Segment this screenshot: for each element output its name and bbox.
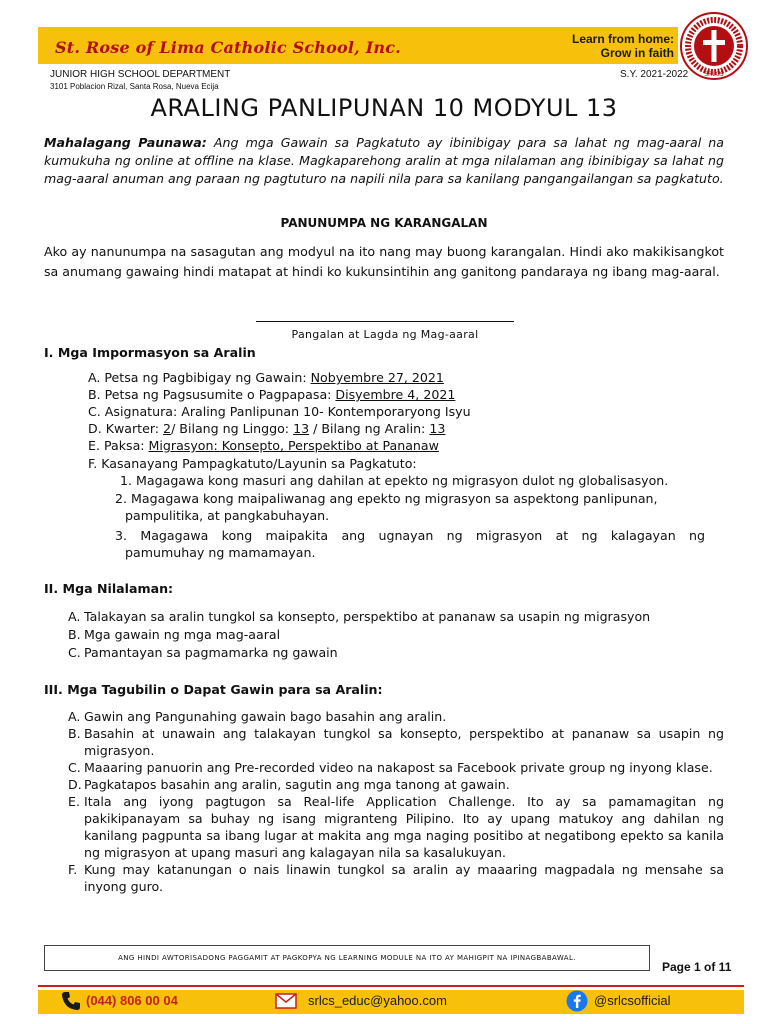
objective-3a: 3. Magagawa kong maipakita ang ugnayan ng migrasyon at ng kalagayan ng [115,528,705,543]
list-item [44,759,724,776]
info-d [88,420,445,437]
info-a-value: Nobyembre 27, 2021 [310,370,444,385]
list-marker: C. [68,760,81,775]
list-item [44,793,724,861]
info-f: F. Kasanayang Pampagkatuto/Layunin sa Pagkatuto: [88,456,417,471]
copyright-notice: ANG HINDI AWTORISADONG PAGGAMIT AT PAGKOPYA NG LEARNING MODULE NA ITO AY MAHIGPIT NA IPINAGBABAWAL. [44,945,650,971]
info-c: C. Asignatura: Araling Panlipunan 10- Kontemporaryong Isyu [88,404,471,419]
list-marker: D. [68,777,82,792]
list-marker: B. [68,726,81,741]
slogan-line-2: Grow in faith [600,46,674,60]
info-a [88,369,444,386]
info-d-week: 13 [293,421,310,436]
address: 3101 Poblacion Rizal, Santa Rosa, Nueva Ecija [50,82,219,91]
school-name: St. Rose of Lima Catholic School, Inc. [55,38,401,57]
section-3-heading: III. Mga Tagubilin o Dapat Gawin para sa Aralin: [44,682,383,697]
list-text: Pagkatapos basahin ang aralin, sagutin ang mga tanong at gawain. [84,777,510,792]
section-2-heading: II. Mga Nilalaman: [44,581,174,596]
page-title: ARALING PANLIPUNAN 10 MODYUL 13 [150,94,618,122]
contents-list [44,608,724,662]
list-text: Maaaring panuorin ang Pre-recorded video na nakapost sa Facebook private group ng inyong klase. [84,760,713,775]
oath-heading: PANUNUMPA NG KARANGALAN [280,216,488,230]
notice-lead: Mahalagang Paunawa: [44,135,207,150]
list-marker: F. [68,862,78,877]
list-item [44,725,724,759]
info-e [88,437,439,454]
facebook-icon [566,990,588,1012]
footer-divider [38,985,744,987]
list-text: Basahin at unawain ang talakayan tungkol sa konsepto, perspektibo at pananaw sa usapin ng migrasyon. [84,726,724,758]
list-item [44,608,724,626]
signature-line[interactable] [256,321,514,322]
page-number: Page 1 of 11 [662,960,732,974]
list-text: Mga gawain ng mga mag-aaral [84,627,281,642]
department: JUNIOR HIGH SCHOOL DEPARTMENT [50,69,231,80]
objective-2b: pampulitika, at pangkabuhayan. [125,508,330,523]
info-e-value: Migrasyon: Konsepto, Perspektibo at Pananaw [148,438,439,453]
info-d-label-1: D. Kwarter: [88,421,164,436]
notice-text: Ang mga Gawain sa Pagkatuto ay ibinibigay para sa lahat ng mag-aaral na kumukuha ng online at offline na klase. Magkaparehong aralin at mga nilalaman ang ibinibigay sa lahat ng mag-aaral anuman ang paraan ng pagtuturo na napili nila para sa kanilang pangangailangan sa pagkatuto. [44,135,725,186]
list-text: Gawin ang Pangunahing gawain bago basahin ang aralin. [84,709,447,724]
list-text: Pamantayan sa pagmamarka ng gawain [84,645,338,660]
objective-3b: pamumuhay ng mamamayan. [125,545,316,560]
info-d-label-2: / Bilang ng Linggo: [171,421,294,436]
section-1-heading: I. Mga Impormasyon sa Aralin [44,345,256,360]
info-d-quarter: 2 [163,421,172,436]
phone-icon [60,990,82,1012]
objective-1: 1. Magagawa kong masuri ang dahilan at epekto ng migrasyon dulot ng globalisasyon. [120,473,669,488]
phone-number[interactable]: (044) 806 00 04 [86,993,178,1008]
oath-text: Ako ay nanunumpa na sasagutan ang modyul na ito nang may buong karangalan. Hindi ako makikisangkot sa anumang gawaing hindi matapat at hindi ko kukunsintihin ang ganitong pandaraya ng ibang mag-aaral. [44,244,724,279]
slogan-line-1: Learn from home: [571,32,674,46]
list-item [44,708,724,725]
list-item [44,644,724,662]
email-address[interactable]: srlcs_educ@yahoo.com [308,993,447,1008]
list-marker: A. [68,709,81,724]
objective-2a: 2. Magagawa kong maipaliwanag ang epekto ng migrasyon sa aspektong panlipunan, [115,491,658,506]
social-handle[interactable]: @srlcsofficial [594,993,671,1008]
info-b [88,386,455,403]
info-d-label-3: / Bilang ng Aralin: [309,421,430,436]
list-marker: C. [68,645,81,660]
list-marker: B. [68,627,81,642]
list-text: Itala ang iyong pagtugon sa Real-life Application Challenge. Ito ay sa pamamagitan ng pakikipanayam sa buhay ng isang migranteng Pilipino. Ito ay upang matukoy ang dahilan ng kanilang pagpunta sa ibang lugar at makita ang mga naging positibo at negatibong epekto sa kanila ng migrasyon at upang masuri ang kalagayan nila sa kasalukuyan. [84,794,724,860]
info-d-lesson: 13 [429,421,446,436]
info-b-value: Disyembre 4, 2021 [335,387,456,402]
signature-label: Pangalan at Lagda ng Mag-aaral [291,328,479,341]
school-seal-icon [680,12,748,80]
slogan [572,32,674,60]
list-marker: E. [68,794,80,809]
list-item [44,776,724,793]
list-item [44,626,724,644]
info-b-label: B. Petsa ng Pagsusumite o Pagpapasa: [88,387,336,402]
list-marker: A. [68,609,81,624]
seal-text: SRLCS [704,71,724,78]
school-year: S.Y. 2021-2022 [620,69,689,80]
info-a-label: A. Petsa ng Pagbibigay ng Gawain: [88,370,311,385]
info-e-label: E. Paksa: [88,438,149,453]
list-text: Talakayan sa aralin tungkol sa konsepto, perspektibo at pananaw sa usapin ng migrasyon [84,609,651,624]
instructions-list [44,708,724,895]
notice-paragraph [44,134,724,188]
email-icon [275,993,297,1009]
list-text: Kung may katanungan o nais linawin tungkol sa aralin ay maaaring magpadala ng mensahe sa inyong guro. [84,862,724,894]
list-item [44,861,724,895]
